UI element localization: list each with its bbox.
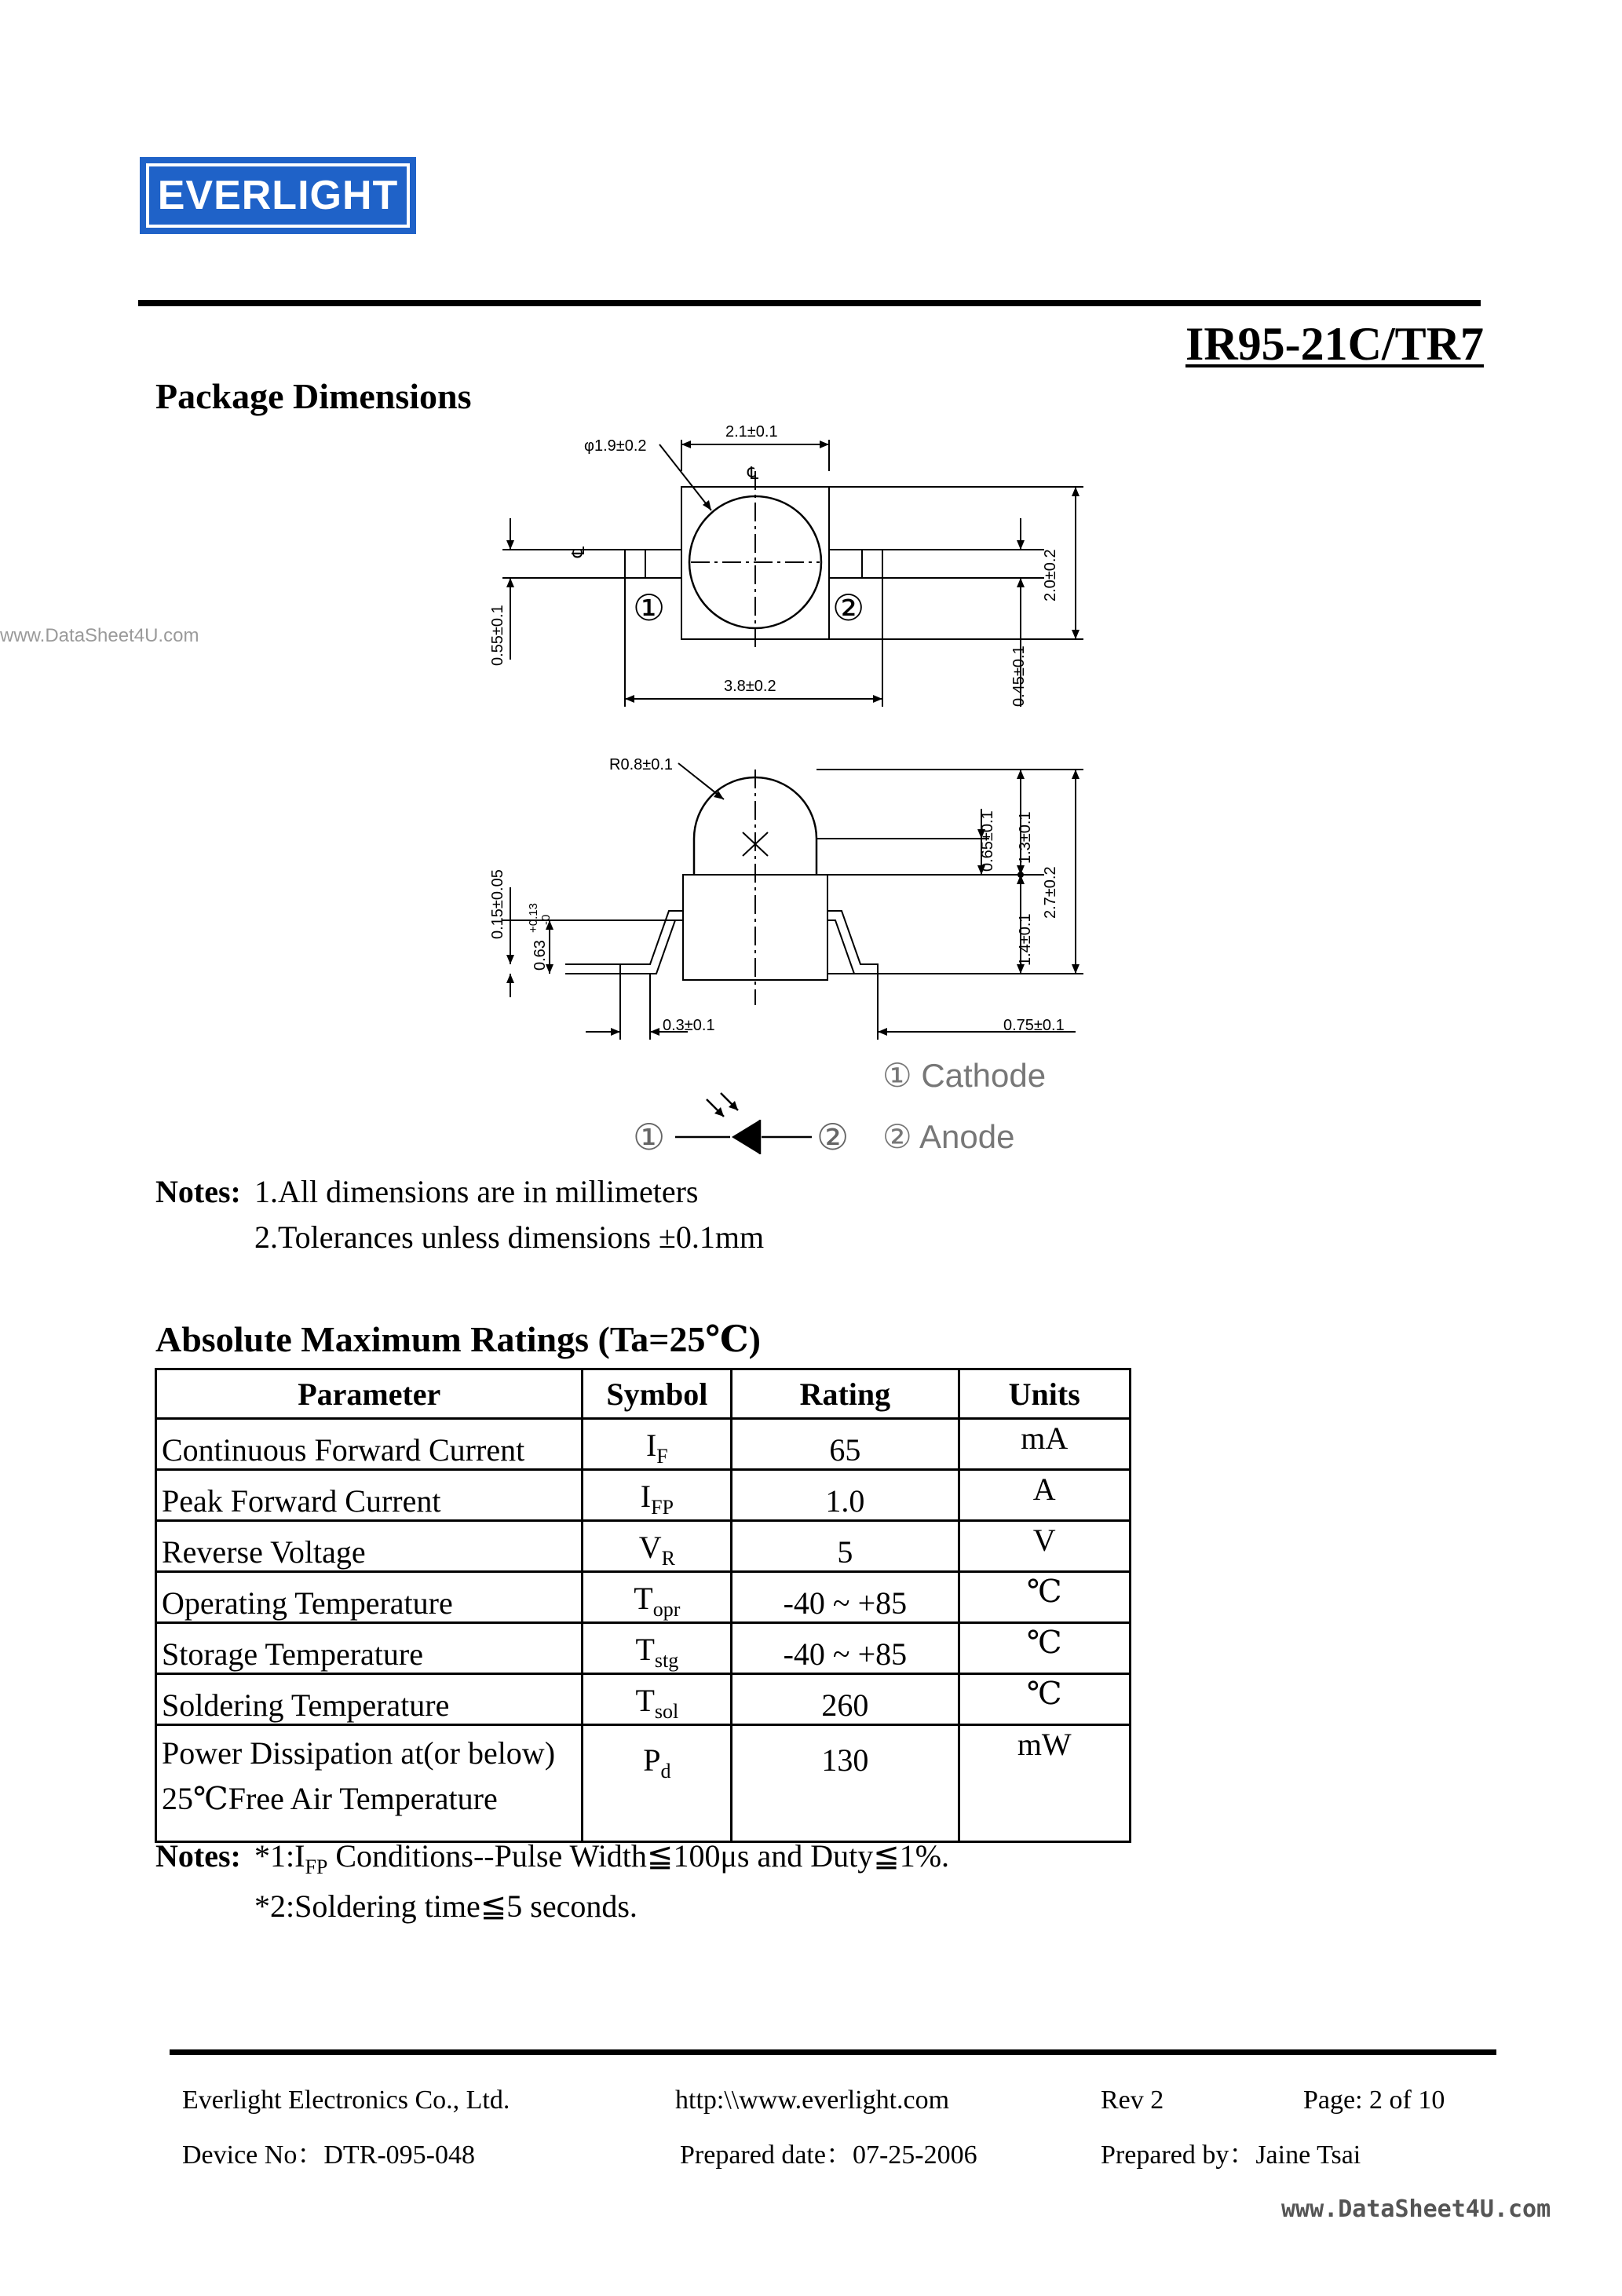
notes2-label <box>155 1837 241 1874</box>
symbol-pin1: ① <box>633 1117 666 1157</box>
notes2-line-1: $*1:I_{FP}$ Conditions--Pulse Width≦100μs and Duty≦1%. <box>254 1838 950 1878</box>
footer-rule <box>170 2049 1496 2055</box>
param-cell: Peak Forward Current <box>156 1470 583 1521</box>
param-cell: Operating Temperature <box>156 1572 583 1623</box>
param-cell: Storage Temperature <box>156 1623 583 1674</box>
dim-total-len: 3.8±0.2 <box>724 678 776 695</box>
symbol-cell: $V_R$ <box>583 1521 732 1572</box>
table-row <box>156 1623 1131 1674</box>
symbol-cell: $I_{FP}$ <box>583 1470 732 1521</box>
footer-watermark: www.DataSheet4U.com <box>1281 2195 1551 2223</box>
legend-cathode: ① Cathode <box>882 1057 1047 1094</box>
footer-prepared-date: Prepared date：07-25-2006 <box>680 2141 977 2170</box>
param-cell: Reverse Voltage <box>156 1521 583 1572</box>
symbol-cell: $T_{sol}$ <box>583 1674 732 1725</box>
unit-cell: V <box>959 1521 1131 1572</box>
table-row <box>156 1470 1131 1521</box>
dim-lead-rise-tol-dn: -0 <box>539 914 553 925</box>
dim-radius: R0.8±0.1 <box>609 756 674 773</box>
table-row <box>156 1419 1131 1470</box>
top-lead-left <box>625 550 681 578</box>
table-row <box>156 1674 1131 1725</box>
param-cell: Power Dissipation at(or below) 25℃Free Air Temperature <box>156 1725 583 1842</box>
rating-cell: 260 <box>732 1674 959 1725</box>
rating-cell: -40 ~ +85 <box>732 1623 959 1674</box>
symbol-cell: $T_{opr}$ <box>583 1572 732 1623</box>
side-watermark: www.DataSheet4U.com <box>0 625 199 646</box>
package-dimensions-heading: Package Dimensions <box>155 376 472 416</box>
dim-lead-left: 0.55±0.1 <box>489 605 506 666</box>
diode-triangle <box>732 1120 760 1154</box>
header-symbol: Symbol <box>583 1369 732 1419</box>
ratings-heading: Absolute Maximum Ratings (Ta=25℃) <box>155 1319 761 1359</box>
unit-cell: mA <box>959 1419 1131 1470</box>
table-row <box>156 1572 1131 1623</box>
notes2-label-text: Notes: <box>155 1838 241 1874</box>
dim-phi: φ1.9±0.2 <box>584 437 647 455</box>
rating-cell: 65 <box>732 1419 959 1470</box>
cl-mark-top: ℄ <box>747 463 759 483</box>
top-lead-right <box>829 550 882 578</box>
header-parameter: Parameter <box>156 1369 583 1419</box>
ratings-header-row <box>156 1369 1131 1419</box>
unit-cell: ℃ <box>959 1572 1131 1623</box>
notes-label-text: Notes: <box>155 1174 241 1209</box>
unit-cell: ℃ <box>959 1674 1131 1725</box>
rating-cell: 130 <box>732 1725 959 1842</box>
dim-height-right: 2.0±0.2 <box>1042 549 1059 601</box>
side-lead-right <box>827 911 878 974</box>
symbol-pin2: ② <box>816 1117 849 1157</box>
dim-total-h: 2.7±0.2 <box>1042 866 1059 919</box>
rating-cell: 5 <box>732 1521 959 1572</box>
phi-leader <box>659 444 711 510</box>
param-cell: Continuous Forward Current <box>156 1419 583 1470</box>
document-id: IR95-21C/TR7 <box>1185 318 1484 370</box>
footer-rev: Rev 2 <box>1101 2086 1164 2115</box>
symbol-cell: $T_{stg}$ <box>583 1623 732 1674</box>
dim-lead-rise-tol-up: +0.13 <box>527 903 540 933</box>
note-line-2: 2.Tolerances unless dimensions ±0.1mm <box>254 1219 765 1255</box>
pin2-top: ② <box>832 587 865 628</box>
rating-cell: -40 ~ +85 <box>732 1572 959 1623</box>
ratings-table <box>155 1368 1131 1843</box>
footer-prepared-by: Prepared by：Jaine Tsai <box>1101 2141 1361 2170</box>
symbol-cell: $P_d$ <box>583 1725 732 1842</box>
dim-lower: 1.4±0.1 <box>1017 913 1034 966</box>
dim-lead-rise: 0.63 <box>532 940 549 971</box>
dim-foot-right: 0.75±0.1 <box>1003 1017 1065 1034</box>
dim-lead-thk: 0.15±0.05 <box>489 869 506 939</box>
footer-device: Device No：DTR-095-048 <box>182 2141 475 2170</box>
notes-label <box>155 1173 241 1210</box>
footer-url[interactable]: http:\\www.everlight.com <box>675 2086 950 2115</box>
notes2-line-2: *2:Soldering time≦5 seconds. <box>254 1888 637 1924</box>
logo-text: EVERLIGHT <box>157 173 399 218</box>
symbol-cell: $I_F$ <box>583 1419 732 1470</box>
dim-dome: 0.65±0.1 <box>979 810 996 872</box>
footer-company: Everlight Electronics Co., Ltd. <box>182 2086 510 2115</box>
unit-cell: A <box>959 1470 1131 1521</box>
cl-mark-left: ℄ <box>568 546 588 558</box>
param-cell: Soldering Temperature <box>156 1674 583 1725</box>
pin1-top: ① <box>633 587 666 628</box>
table-row <box>156 1725 1131 1842</box>
header-rating: Rating <box>732 1369 959 1419</box>
legend-anode: ② Anode <box>882 1118 1015 1155</box>
dim-foot: 0.3±0.1 <box>663 1017 715 1034</box>
table-row <box>156 1521 1131 1572</box>
note-line-1: 1.All dimensions are in millimeters <box>254 1174 699 1209</box>
unit-cell: mW <box>959 1725 1131 1842</box>
dim-lead-right: 0.45±0.1 <box>1010 645 1028 707</box>
dim-width-top: 2.1±0.1 <box>725 423 778 441</box>
unit-cell: ℃ <box>959 1623 1131 1674</box>
footer-page: Page: 2 of 10 <box>1303 2086 1445 2115</box>
header-units: Units <box>959 1369 1131 1419</box>
dim-upper: 1.3±0.1 <box>1017 811 1034 864</box>
rating-cell: 1.0 <box>732 1470 959 1521</box>
